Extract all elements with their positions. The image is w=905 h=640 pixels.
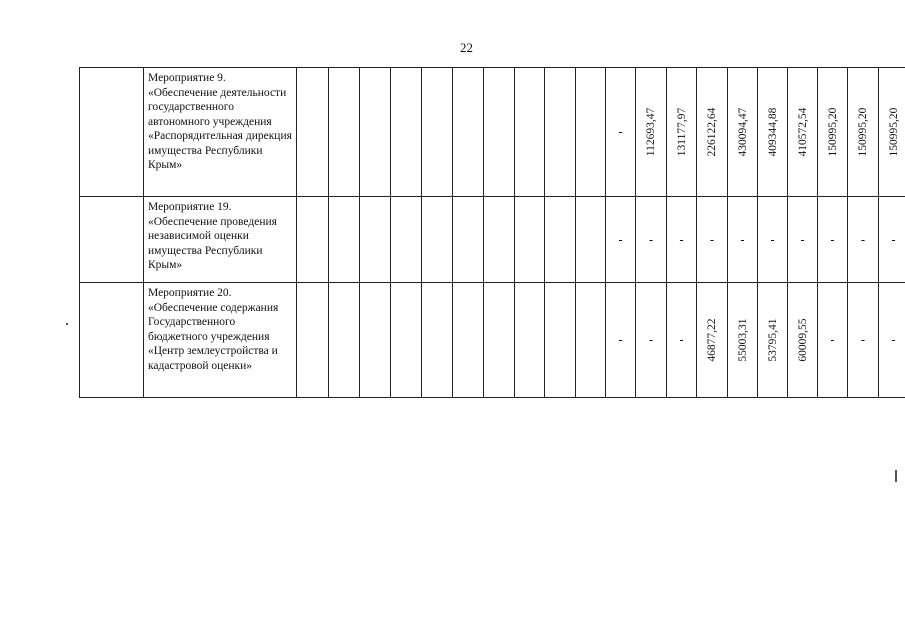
empty-cell: [545, 283, 576, 398]
table-row: [80, 68, 905, 197]
empty-cell: [453, 68, 484, 197]
value-cell: [818, 68, 848, 197]
dash-value: -: [618, 232, 623, 246]
amount-value: 150995,20: [826, 107, 839, 157]
empty-cell: [576, 283, 606, 398]
empty-cell: [576, 68, 606, 197]
dash-value: -: [800, 232, 805, 246]
activity-name: Мероприятие 19. «Обеспечение проведения независимой оценки имущества Республики Крым»: [144, 197, 297, 283]
budget-table: [79, 67, 905, 398]
dash-value: -: [770, 232, 775, 246]
empty-cell: [297, 68, 329, 197]
page-number-text: 22: [460, 40, 473, 55]
empty-cell: [360, 68, 391, 197]
value-cell: [667, 197, 697, 283]
value-cell: [758, 283, 788, 398]
empty-cell: [80, 283, 144, 398]
amount-value: 131177,97: [675, 107, 688, 157]
value-cell: [818, 197, 848, 283]
amount-value: 430094,47: [736, 107, 749, 157]
amount-value: 112693,47: [645, 107, 657, 157]
empty-cell: [80, 68, 144, 197]
value-cell: [848, 197, 879, 283]
scan-speck: [895, 470, 897, 482]
empty-cell: [329, 197, 360, 283]
value-cell: [788, 283, 818, 398]
value-cell: [879, 283, 905, 398]
amount-value: 150995,20: [887, 107, 900, 157]
value-cell: [879, 68, 905, 197]
empty-cell: [329, 283, 360, 398]
value-cell: [667, 68, 697, 197]
value-cell: [606, 68, 636, 197]
empty-cell: [297, 283, 329, 398]
dash-value: -: [649, 332, 653, 347]
value-cell: [636, 68, 667, 197]
empty-cell: [484, 283, 515, 398]
value-cell: [818, 283, 848, 398]
empty-cell: [545, 197, 576, 283]
dash-value: -: [861, 232, 865, 246]
empty-cell: [391, 68, 422, 197]
dash-value: -: [740, 232, 745, 246]
empty-cell: [422, 197, 453, 283]
value-cell: [667, 283, 697, 398]
dash-value: -: [830, 332, 835, 347]
value-cell: [636, 283, 667, 398]
dash-value: -: [618, 124, 623, 139]
value-cell: [788, 68, 818, 197]
empty-cell: [545, 68, 576, 197]
empty-cell: [422, 68, 453, 197]
amount-value: 46877,22: [706, 318, 718, 362]
empty-cell: [329, 68, 360, 197]
table-row: [80, 197, 905, 283]
amount-value: 55003,31: [736, 318, 749, 362]
empty-cell: [515, 197, 545, 283]
activity-name: Мероприятие 20. «Обеспечение содержания Государственного бюджетного учреждения «Центр землеустройства и кадастровой оценки»: [144, 283, 297, 398]
value-cell: [758, 68, 788, 197]
empty-cell: [453, 197, 484, 283]
value-cell: [728, 283, 758, 398]
dash-value: -: [679, 232, 684, 246]
dash-value: -: [861, 332, 865, 347]
value-cell: [728, 197, 758, 283]
empty-cell: [453, 283, 484, 398]
empty-cell: [360, 197, 391, 283]
empty-cell: [484, 197, 515, 283]
empty-cell: [515, 283, 545, 398]
value-cell: [728, 68, 758, 197]
amount-value: 410572,54: [796, 107, 809, 157]
value-cell: [879, 197, 905, 283]
scan-speck: [66, 323, 68, 325]
dash-value: -: [618, 332, 623, 347]
empty-cell: [576, 197, 606, 283]
value-cell: [606, 197, 636, 283]
value-cell: [697, 283, 728, 398]
dash-value: -: [830, 232, 835, 246]
dash-value: -: [649, 232, 653, 246]
amount-value: 150995,20: [857, 107, 869, 157]
activity-name: Мероприятие 9. «Обеспечение деятельности государственного автономного учреждения «Распорядительная дирекция имущества Республики Крым»: [144, 68, 297, 197]
empty-cell: [360, 283, 391, 398]
empty-cell: [80, 197, 144, 283]
amount-value: 226122,64: [706, 107, 718, 157]
empty-cell: [515, 68, 545, 197]
empty-cell: [422, 283, 453, 398]
value-cell: [636, 197, 667, 283]
value-cell: [697, 197, 728, 283]
empty-cell: [391, 283, 422, 398]
table-row: [80, 283, 905, 398]
amount-value: 53795,41: [766, 318, 779, 362]
value-cell: [848, 283, 879, 398]
value-cell: [606, 283, 636, 398]
dash-value: -: [891, 232, 896, 246]
dash-value: -: [891, 332, 896, 347]
dash-value: -: [710, 232, 714, 246]
empty-cell: [484, 68, 515, 197]
value-cell: [848, 68, 879, 197]
empty-cell: [297, 197, 329, 283]
amount-value: 409344,88: [766, 107, 779, 157]
value-cell: [788, 197, 818, 283]
dash-value: -: [679, 332, 684, 347]
amount-value: 60009,55: [796, 318, 809, 362]
empty-cell: [391, 197, 422, 283]
value-cell: [758, 197, 788, 283]
value-cell: [697, 68, 728, 197]
